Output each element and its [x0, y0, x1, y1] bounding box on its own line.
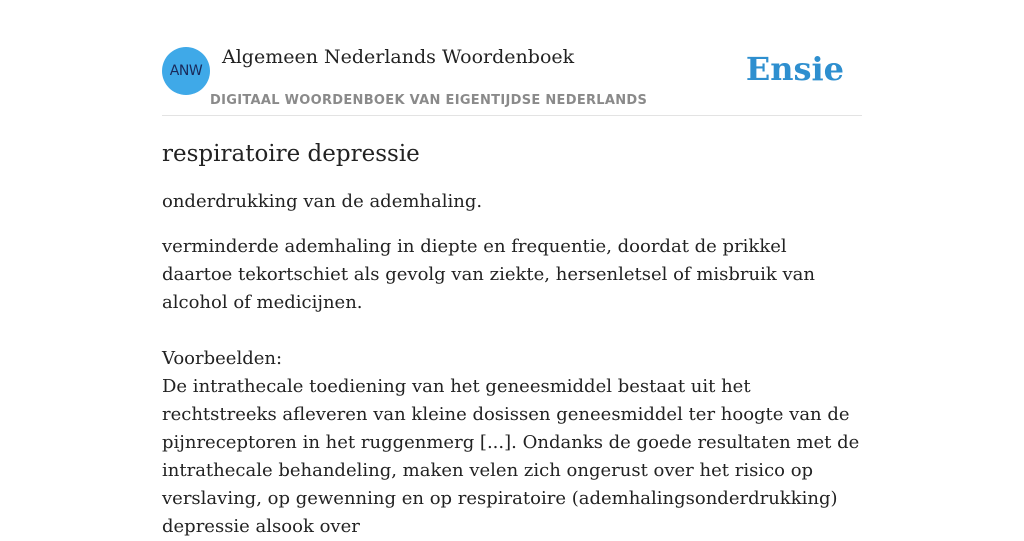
- entry-title: respiratoire depressie: [162, 141, 420, 167]
- site-title[interactable]: Algemeen Nederlands Woordenboek: [222, 46, 575, 68]
- site-subtitle: DIGITAAL WOORDENBOEK VAN EIGENTIJDSE NEDERLANDS: [210, 93, 648, 108]
- site-header: [162, 0, 862, 116]
- entry-definition: onderdrukking van de ademhaling.: [162, 191, 483, 212]
- examples-label: Voorbeelden:: [162, 348, 283, 369]
- entry-explanation: verminderde ademhaling in diepte en frequentie, doordat de prikkel daartoe tekortschiet als gevolg van ziekte, hersenletsel of misbruik van alcohol of medicijnen.: [162, 236, 815, 313]
- example-text: De intrathecale toediening van het geneesmiddel bestaat uit het rechtstreeks afleveren van kleine dosissen geneesmiddel ter hoogte van de pijnreceptoren in het ruggenmerg [...]. Ondanks de goede resultaten met de intrathecale behandeling, maken velen zich ongerust over het risico op verslaving, op gewenning en op respiratoire (ademhalingsonderdrukking) depressie alsook over: [162, 376, 860, 537]
- ensie-logo[interactable]: Ensie: [745, 50, 844, 88]
- page: [162, 0, 862, 537]
- entry-content: [162, 116, 862, 541]
- anw-logo[interactable]: ANW: [162, 47, 210, 95]
